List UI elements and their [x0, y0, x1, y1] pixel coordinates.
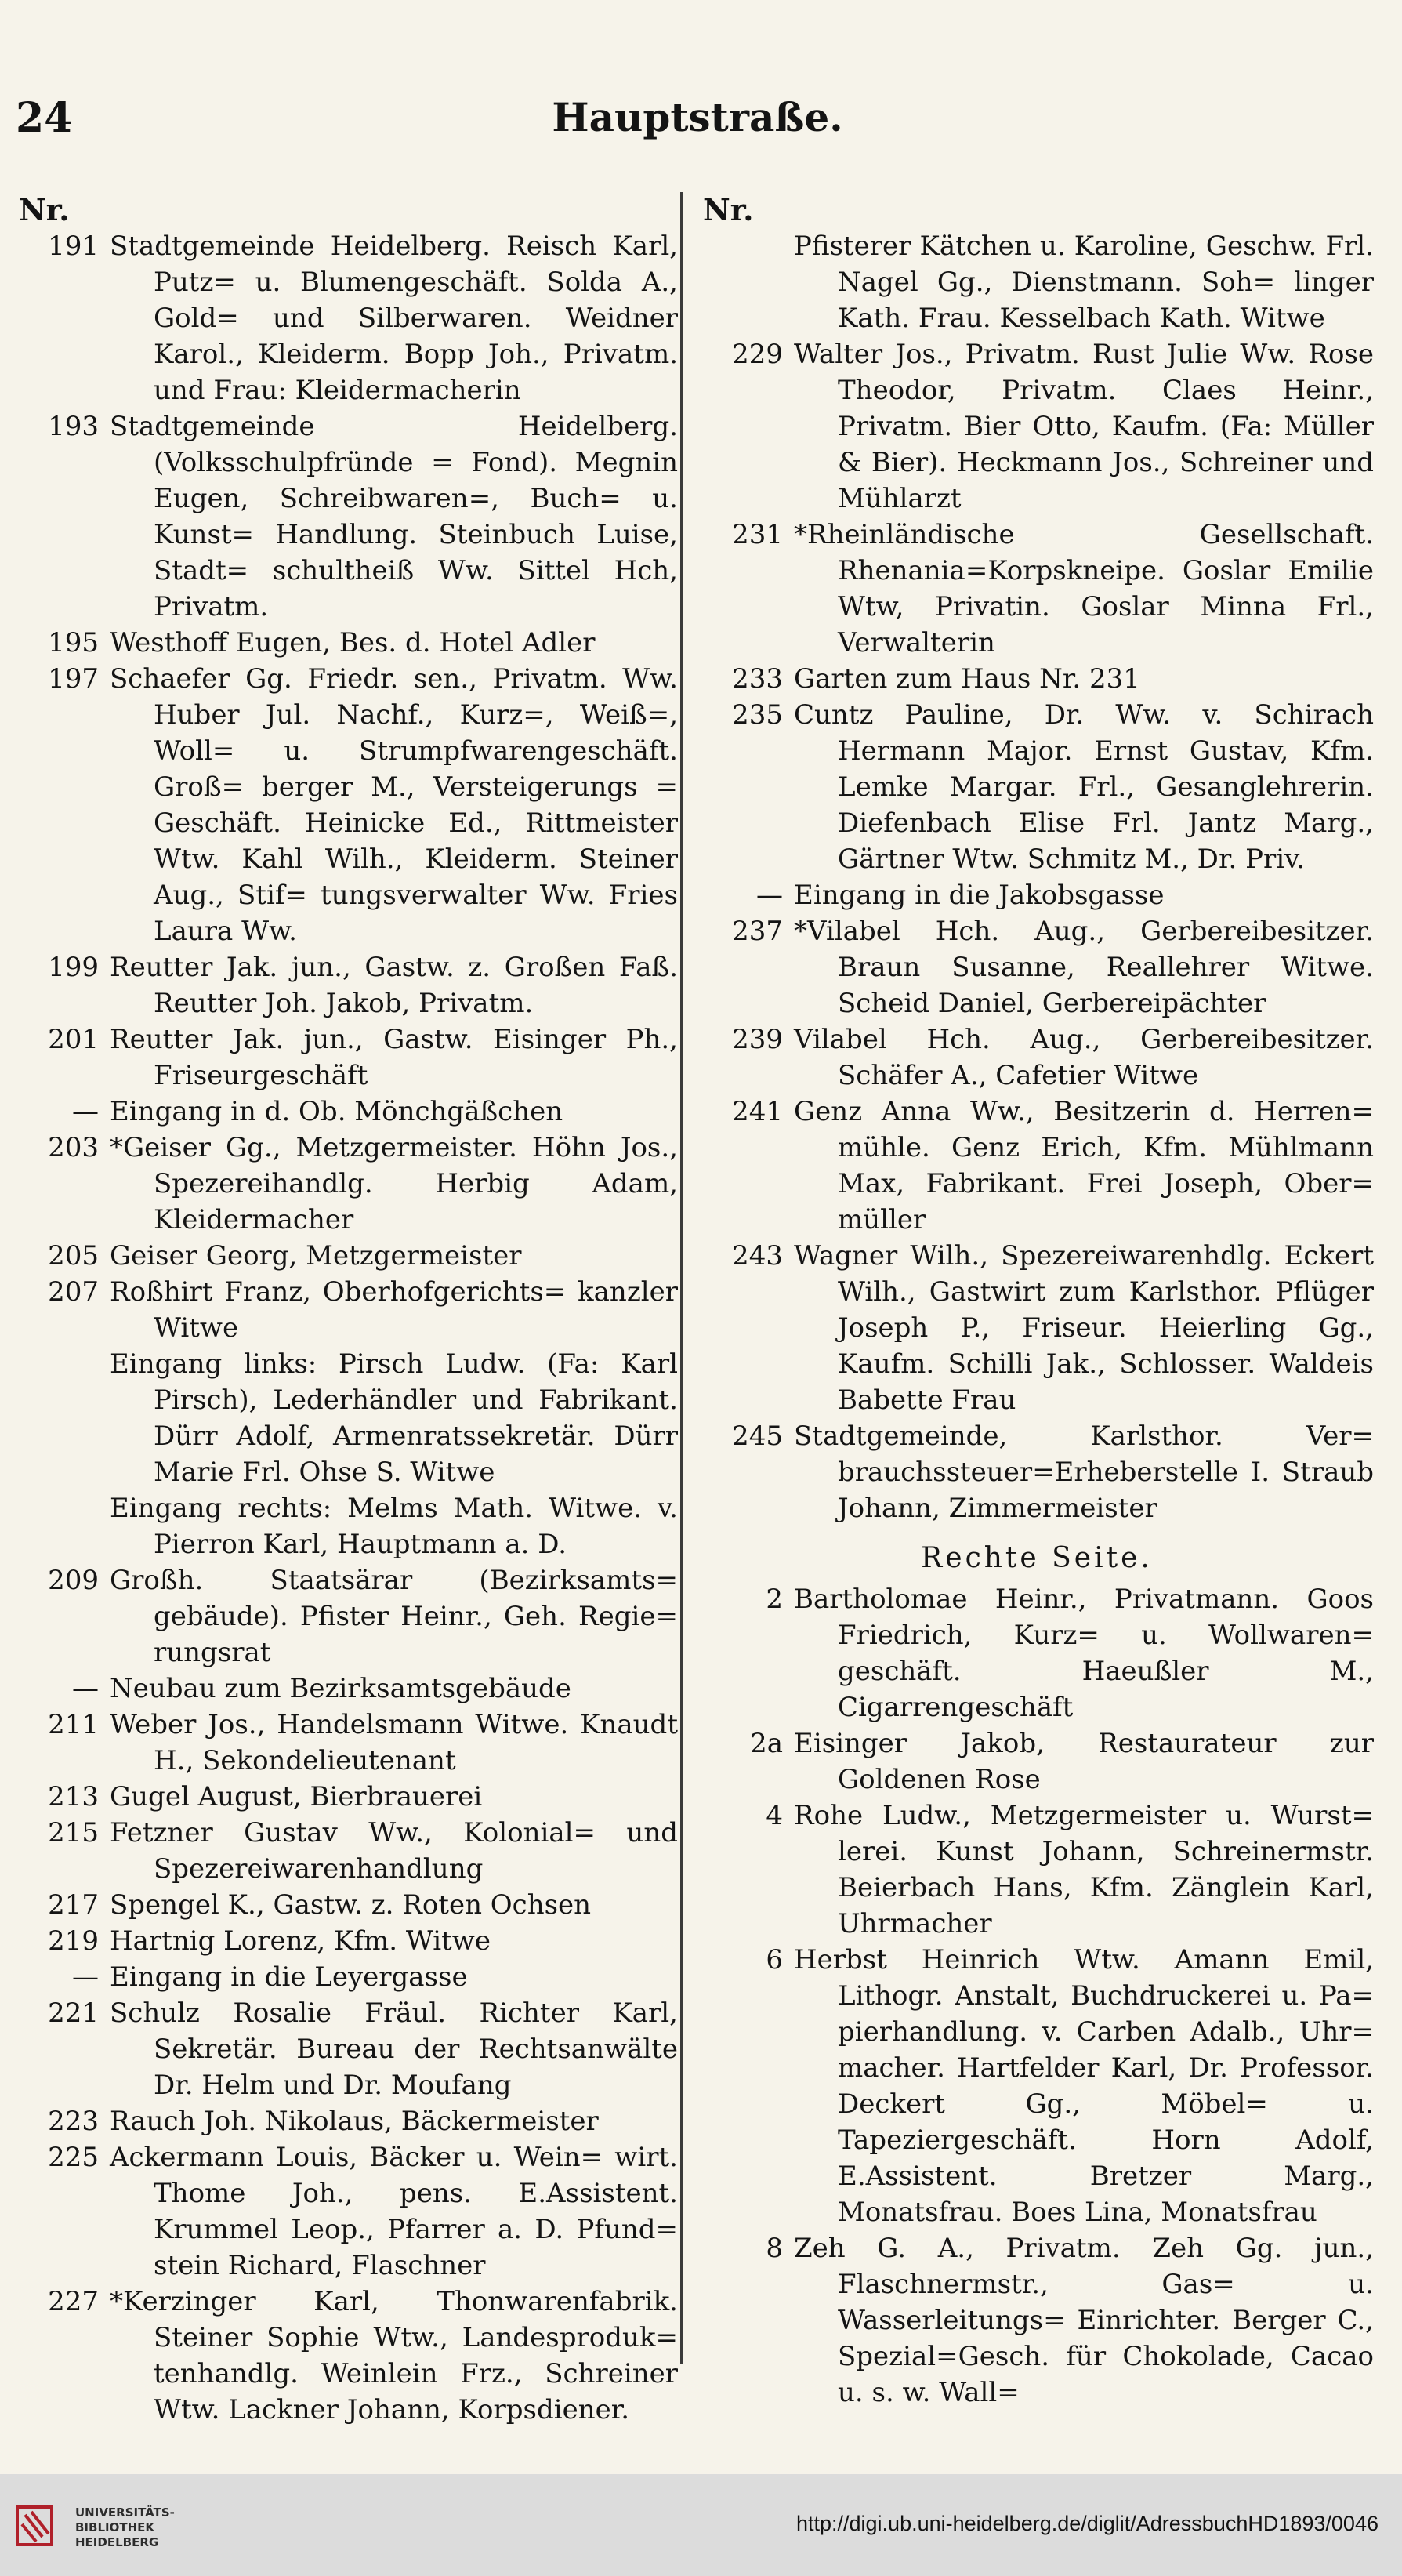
entry-text: Genz Anna Ww., Besitzerin d. Herren= mühle. Genz Erich, Kfm. Mühlmann Max, Fabrikant. Frei Joseph, Ober= müller [794, 1096, 1374, 1235]
house-number [16, 1346, 110, 1490]
entry-text: Eingang in die Jakobsgasse [794, 880, 1165, 911]
entry-text: Westhoff Eugen, Bes. d. Hotel Adler [110, 627, 596, 659]
entry-text: Spengel K., Gastw. z. Roten Ochsen [110, 1889, 592, 1921]
entry-text: Bartholomae Heinr., Privatmann. Goos Friedrich, Kurz= u. Wollwaren= geschäft. Haeußler M., Cigarrengeschäft [794, 1584, 1374, 1723]
entry-text: Zeh G. A., Privatm. Zeh Gg. jun., Flaschnermstr., Gas= u. Wasserleitungs= Einrichter. Berger C., Spezial=Gesch. für Chokolade, Cacao u. s. w. Wall= [794, 2233, 1374, 2408]
house-number: — [756, 880, 783, 911]
directory-entry [700, 1094, 1374, 1238]
directory-entry [16, 1021, 678, 1094]
directory-entry [16, 1274, 678, 1346]
directory-entry [16, 2103, 678, 2139]
entry-text: Schulz Rosalie Fräul. Richter Karl, Sekretär. Bureau der Rechtsanwälte Dr. Helm und Dr. Moufang [110, 1997, 678, 2101]
entry-text: *Kerzinger Karl, Thonwarenfabrik. Steiner Sophie Wtw., Landesproduk= tenhandlg. Weinlein Frz., Schreiner Wtw. Lackner Johann, Korpsdiener. [110, 2286, 678, 2425]
directory-entry [16, 2139, 678, 2284]
house-number: 209 [48, 1565, 99, 1596]
entry-text: *Rheinländische Gesellschaft. Rhenania=Korpskneipe. Goslar Emilie Wtw, Privatin. Goslar Minna Frl., Verwalterin [794, 519, 1374, 659]
entry-text: Roßhirt Franz, Oberhofgerichts= kanzler Witwe [110, 1276, 678, 1344]
house-number: 231 [732, 519, 783, 550]
house-number: 2a [750, 1728, 783, 1759]
entry-text: *Geiser Gg., Metzgermeister. Höhn Jos., Spezereihandlg. Herbig Adam, Kleidermacher [110, 1132, 678, 1235]
house-number: 195 [48, 627, 99, 659]
house-number: 219 [48, 1925, 99, 1957]
directory-entry [16, 1887, 678, 1923]
directory-entry [16, 1815, 678, 1887]
house-number: 245 [732, 1420, 783, 1452]
house-number: 243 [732, 1240, 783, 1272]
right-entries [700, 228, 1374, 1526]
directory-entry [700, 517, 1374, 661]
house-number: 201 [48, 1024, 99, 1055]
directory-entry [16, 1346, 678, 1490]
entry-text: Walter Jos., Privatm. Rust Julie Ww. Rose Theodor, Privatm. Claes Heinr., Privatm. Bier Otto, Kaufm. (Fa: Müller & Bier). Heckmann Jos., Schreiner und Mühlarzt [794, 339, 1374, 514]
column-head-nr: Nr. [703, 192, 754, 227]
directory-entry [16, 1130, 678, 1238]
entry-text: Vilabel Hch. Aug., Gerbereibesitzer. Schäfer A., Cafetier Witwe [794, 1024, 1374, 1091]
house-number [700, 228, 794, 336]
entry-text: Eingang in die Leyergasse [110, 1961, 468, 1993]
directory-entry [700, 2230, 1374, 2411]
house-number: — [72, 1961, 99, 1993]
directory-entry [700, 697, 1374, 877]
directory-entry [700, 1418, 1374, 1526]
entry-text: Reutter Jak. jun., Gastw. z. Großen Faß. Reutter Joh. Jakob, Privatm. [110, 952, 678, 1019]
house-number: 6 [766, 1944, 783, 1976]
directory-entry [16, 1238, 678, 1274]
entry-text: Rohe Ludw., Metzgermeister u. Wurst= lerei. Kunst Johann, Schreinermstr. Beierbach Hans, Kfm. Zänglein Karl, Uhrmacher [794, 1800, 1374, 1939]
directory-entry [16, 949, 678, 1021]
house-number: 193 [48, 411, 99, 442]
entry-text: Garten zum Haus Nr. 231 [794, 663, 1140, 695]
right-column [700, 192, 1374, 2408]
entry-text: Stadtgemeinde Heidelberg. Reisch Karl, Putz= u. Blumengeschäft. Solda A., Gold= und Silberwaren. Weidner Karol., Kleiderm. Bopp Joh., Privatm. und Frau: Kleidermacherin [110, 230, 678, 406]
house-number: 223 [48, 2106, 99, 2137]
directory-entry [16, 228, 678, 408]
house-number: — [72, 1096, 99, 1127]
entry-text: Ackermann Louis, Bäcker u. Wein= wirt. Thome Joh., pens. E.Assistent. Krummel Leop., Pfarrer a. D. Pfund= stein Richard, Flaschner [110, 2142, 678, 2281]
house-number: 213 [48, 1781, 99, 1812]
directory-entry [700, 1238, 1374, 1418]
directory-entry [16, 661, 678, 949]
house-number: 2 [766, 1584, 783, 1615]
directory-entry [16, 1094, 678, 1130]
house-number: 8 [766, 2233, 783, 2264]
house-number: 203 [48, 1132, 99, 1163]
house-number: 217 [48, 1889, 99, 1921]
logo-line: BIBLIOTHEK [75, 2520, 154, 2534]
library-logo-text [75, 2505, 175, 2550]
house-number: 197 [48, 663, 99, 695]
house-number: 4 [766, 1800, 783, 1831]
source-url-link[interactable]: http://digi.ub.uni-heidelberg.de/diglit/AdressbuchHD1893/0046 [795, 2512, 1378, 2535]
entry-text: Reutter Jak. jun., Gastw. Eisinger Ph., Friseurgeschäft [110, 1024, 678, 1091]
page-header [16, 94, 1379, 157]
entry-text: Eingang in d. Ob. Mönchgäßchen [110, 1096, 563, 1127]
house-number: 235 [732, 699, 783, 731]
entry-text: Neubau zum Bezirksamtsgebäude [110, 1673, 571, 1704]
directory-entry [16, 1707, 678, 1779]
directory-entry [700, 336, 1374, 517]
entry-text: Cuntz Pauline, Dr. Ww. v. Schirach Hermann Major. Ernst Gustav, Kfm. Lemke Margar. Frl., Gesanglehrerin. Diefenbach Elise Frl. Jantz Marg., Gärtner Wtw. Schmitz M., Dr. Priv. [794, 699, 1374, 875]
directory-entry [700, 877, 1374, 913]
section-title: Rechte Seite. [921, 1542, 1153, 1574]
logo-line: HEIDELBERG [75, 2535, 159, 2549]
directory-entry [16, 625, 678, 661]
directory-entry [700, 913, 1374, 1021]
entry-text: Eingang links: Pirsch Ludw. (Fa: Karl Pirsch), Lederhändler und Fabrikant. Dürr Adolf, Armenratssekretär. Dürr Marie Frl. Ohse S. Witwe [110, 1348, 678, 1488]
entry-text: Pfisterer Kätchen u. Karoline, Geschw. Frl. Nagel Gg., Dienstmann. Soh= linger Kath. Frau. Kesselbach Kath. Witwe [794, 230, 1374, 334]
entry-text: Rauch Joh. Nikolaus, Bäckermeister [110, 2106, 599, 2137]
left-entries [16, 228, 678, 2428]
entry-text: Herbst Heinrich Wtw. Amann Emil, Lithogr. Anstalt, Buchdruckerei u. Pa= pierhandlung. v. Carben Adalb., Uhr= macher. Hartfelder Karl, Dr. Professor. Deckert Gg., Möbel= u. Tapeziergeschäft. Horn Adolf, E.Assistent. Bretzer Marg., Monatsfrau. Boes Lina, Monatsfrau [794, 1944, 1374, 2228]
house-number: 237 [732, 916, 783, 947]
footer-bar [0, 2474, 1402, 2576]
column-head-nr: Nr. [19, 192, 70, 227]
house-number: 229 [732, 339, 783, 370]
entry-text: Großh. Staatsärar (Bezirksamts= gebäude). Pfister Heinr., Geh. Regie= rungsrat [110, 1565, 678, 1668]
house-number: 221 [48, 1997, 99, 2029]
house-number: 207 [48, 1276, 99, 1308]
left-column [16, 192, 678, 2425]
directory-entry [700, 1725, 1374, 1798]
entry-text: Geiser Georg, Metzgermeister [110, 1240, 522, 1272]
entry-text: Stadtgemeinde, Karlsthor. Ver= brauchssteuer=Erheberstelle I. Straub Johann, Zimmermeister [794, 1420, 1374, 1524]
entry-text: Hartnig Lorenz, Kfm. Witwe [110, 1925, 491, 1957]
entry-text: Eisinger Jakob, Restaurateur zur Goldenen Rose [794, 1728, 1374, 1795]
directory-entry [700, 1581, 1374, 1725]
house-number [16, 1490, 110, 1562]
directory-entry [16, 1671, 678, 1707]
entry-text: Fetzner Gustav Ww., Kolonial= und Spezereiwarenhandlung [110, 1817, 678, 1885]
entry-text: Wagner Wilh., Spezereiwarenhdlg. Eckert Wilh., Gastwirt zum Karlsthor. Pflüger Joseph P., Friseur. Heierling Gg., Kaufm. Schilli Jak., Schlosser. Waldeis Babette Frau [794, 1240, 1374, 1416]
running-title: Hauptstraße. [552, 94, 843, 140]
entry-text: Stadtgemeinde Heidelberg. (Volksschulpfründe = Fond). Megnin Eugen, Schreibwaren=, Buch= u. Kunst= Handlung. Steinbuch Luise, Stadt= schultheiß Ww. Sittel Hch, Privatm. [110, 411, 678, 622]
directory-entry [16, 408, 678, 625]
house-number: 239 [732, 1024, 783, 1055]
directory-entry [16, 1959, 678, 1995]
house-number: 241 [732, 1096, 783, 1127]
house-number: — [72, 1673, 99, 1704]
entry-text: Gugel August, Bierbrauerei [110, 1781, 483, 1812]
house-number: 199 [48, 952, 99, 983]
house-number: 227 [48, 2286, 99, 2317]
house-number: 233 [732, 663, 783, 695]
right-entries-after [700, 1581, 1374, 2411]
entry-text: Schaefer Gg. Friedr. sen., Privatm. Ww. Huber Jul. Nachf., Kurz=, Weiß=, Woll= u. Strumpfwarengeschäft. Groß= berger M., Versteigerungs = Geschäft. Heinicke Ed., Rittmeister Wtw. Kahl Wilh., Kleiderm. Steiner Aug., Stif= tungsverwalter Ww. Fries Laura Ww. [110, 663, 678, 947]
entry-text: *Vilabel Hch. Aug., Gerbereibesitzer. Braun Susanne, Reallehrer Witwe. Scheid Daniel, Gerbereipächter [794, 916, 1374, 1019]
library-logo-icon [14, 2501, 64, 2551]
directory-entry [700, 1798, 1374, 1942]
house-number: 205 [48, 1240, 99, 1272]
directory-entry [16, 1995, 678, 2103]
directory-entry [16, 1779, 678, 1815]
directory-entry [16, 2284, 678, 2428]
directory-entry [16, 1562, 678, 1671]
directory-entry [700, 661, 1374, 697]
entry-text: Eingang rechts: Melms Math. Witwe. v. Pierron Karl, Hauptmann a. D. [110, 1493, 678, 1560]
directory-entry [700, 1021, 1374, 1094]
directory-entry [16, 1923, 678, 1959]
directory-entry [700, 228, 1374, 336]
entry-text: Weber Jos., Handelsmann Witwe. Knaudt H., Sekondelieutenant [110, 1709, 678, 1776]
directory-entry [16, 1490, 678, 1562]
column-divider [680, 192, 683, 2364]
house-number: 225 [48, 2142, 99, 2173]
house-number: 191 [48, 230, 99, 262]
logo-line: UNIVERSITÄTS- [75, 2505, 175, 2520]
house-number: 211 [48, 1709, 99, 1740]
house-number: 215 [48, 1817, 99, 1849]
directory-entry [700, 1942, 1374, 2230]
page-number: 24 [16, 94, 73, 142]
